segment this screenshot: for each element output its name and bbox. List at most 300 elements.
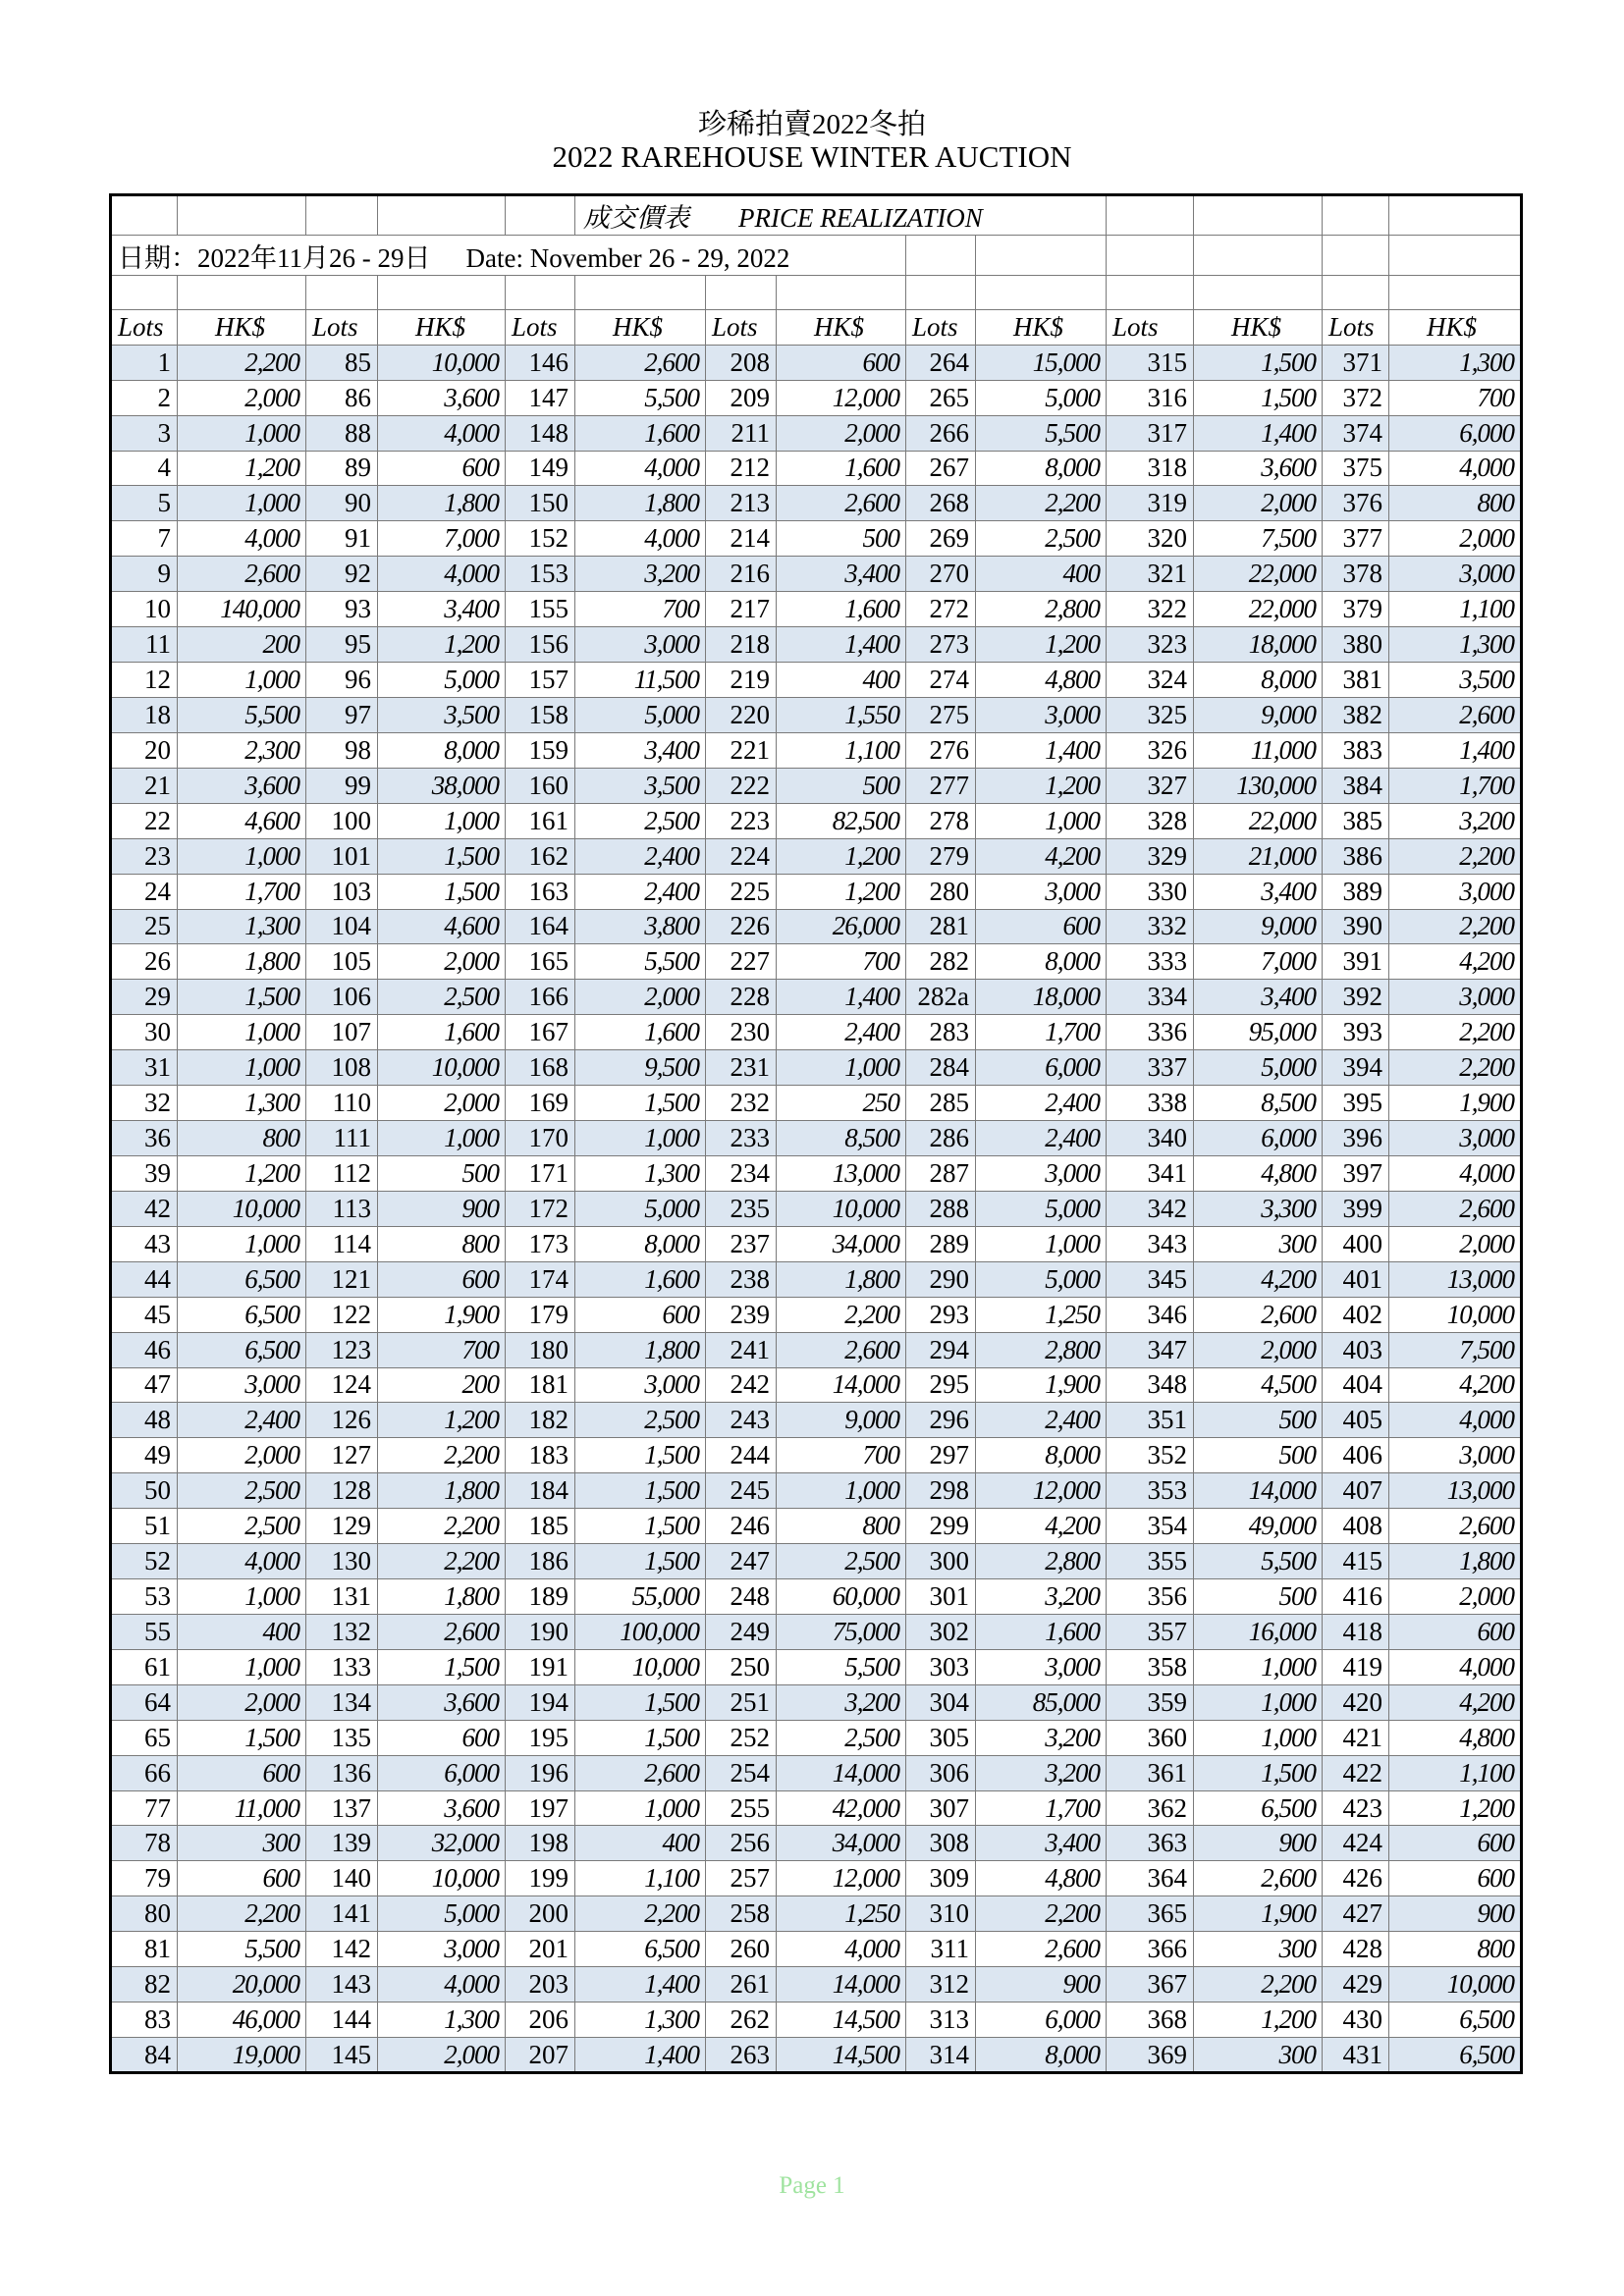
- price-cell: 5,000: [575, 1191, 706, 1226]
- price-cell: 1,800: [575, 1332, 706, 1367]
- empty-cell: [506, 195, 575, 236]
- price-cell: 9,000: [1194, 909, 1323, 944]
- lot-number-cell: 186: [506, 1544, 575, 1579]
- lot-number-cell: 51: [111, 1509, 178, 1544]
- lot-number-cell: 104: [306, 909, 378, 944]
- price-cell: 1,800: [378, 486, 506, 521]
- lot-number-cell: 422: [1323, 1755, 1389, 1790]
- price-cell: 2,800: [976, 592, 1107, 627]
- table-row: [111, 1191, 1522, 1226]
- lot-number-cell: 219: [706, 663, 777, 698]
- price-cell: 1,500: [575, 1473, 706, 1509]
- lot-number-cell: 356: [1107, 1579, 1194, 1615]
- price-cell: 2,200: [976, 486, 1107, 521]
- price-cell: 22,000: [1194, 557, 1323, 592]
- price-cell: 4,800: [976, 663, 1107, 698]
- price-cell: 400: [575, 1826, 706, 1861]
- price-cell: 1,500: [1194, 380, 1323, 415]
- lot-number-cell: 218: [706, 627, 777, 663]
- lot-number-cell: 92: [306, 557, 378, 592]
- lot-number-cell: 361: [1107, 1755, 1194, 1790]
- lot-number-cell: 408: [1323, 1509, 1389, 1544]
- table-row: [111, 627, 1522, 663]
- price-cell: 1,250: [976, 1297, 1107, 1332]
- price-cell: 1,600: [378, 1015, 506, 1050]
- empty-cell: [1389, 195, 1522, 236]
- price-cell: 500: [1194, 1438, 1323, 1473]
- empty-cell: [906, 236, 976, 275]
- lot-number-cell: 121: [306, 1261, 378, 1297]
- price-cell: 2,200: [575, 1896, 706, 1932]
- lot-number-cell: 369: [1107, 2038, 1194, 2073]
- lot-number-cell: 238: [706, 1261, 777, 1297]
- lot-number-cell: 21: [111, 768, 178, 803]
- price-cell: 1,500: [1194, 1755, 1323, 1790]
- price-cell: 6,000: [378, 1755, 506, 1790]
- lot-number-cell: 133: [306, 1649, 378, 1684]
- price-cell: 1,300: [178, 1086, 306, 1121]
- lot-number-cell: 130: [306, 1544, 378, 1579]
- price-cell: 1,900: [976, 1367, 1107, 1403]
- price-cell: 3,500: [575, 768, 706, 803]
- lot-number-cell: 338: [1107, 1086, 1194, 1121]
- price-cell: 1,700: [1389, 768, 1522, 803]
- price-cell: 4,000: [378, 415, 506, 451]
- price-cell: 2,200: [178, 345, 306, 380]
- price-cell: 2,200: [378, 1509, 506, 1544]
- lot-number-cell: 140: [306, 1861, 378, 1896]
- price-cell: 26,000: [777, 909, 906, 944]
- lot-number-cell: 323: [1107, 627, 1194, 663]
- price-cell: 2,400: [575, 874, 706, 909]
- price-cell: 1,000: [178, 1226, 306, 1261]
- lot-number-cell: 430: [1323, 2002, 1389, 2038]
- table-row: [111, 486, 1522, 521]
- lot-number-cell: 161: [506, 803, 575, 838]
- lot-number-cell: 405: [1323, 1403, 1389, 1438]
- price-cell: 3,000: [1389, 874, 1522, 909]
- lot-number-cell: 100: [306, 803, 378, 838]
- spacer-row: [111, 275, 1522, 309]
- lot-number-cell: 393: [1323, 1015, 1389, 1050]
- empty-cell: [1389, 275, 1522, 309]
- lot-number-cell: 122: [306, 1297, 378, 1332]
- lot-number-cell: 399: [1323, 1191, 1389, 1226]
- lot-number-cell: 170: [506, 1121, 575, 1156]
- price-cell: 4,000: [1389, 1403, 1522, 1438]
- price-cell: 3,400: [575, 732, 706, 768]
- lot-number-cell: 5: [111, 486, 178, 521]
- table-row: [111, 1684, 1522, 1720]
- lot-number-cell: 85: [306, 345, 378, 380]
- price-cell: 8,000: [1194, 663, 1323, 698]
- lot-number-cell: 24: [111, 874, 178, 909]
- lot-number-cell: 171: [506, 1155, 575, 1191]
- lot-number-cell: 322: [1107, 592, 1194, 627]
- price-cell: 2,000: [1389, 1226, 1522, 1261]
- column-header-price: HK$: [1194, 310, 1323, 345]
- lot-number-cell: 309: [906, 1861, 976, 1896]
- price-cell: 42,000: [777, 1790, 906, 1826]
- price-cell: 2,600: [575, 1755, 706, 1790]
- price-cell: 3,000: [976, 1649, 1107, 1684]
- lot-number-cell: 20: [111, 732, 178, 768]
- lot-number-cell: 319: [1107, 486, 1194, 521]
- lot-number-cell: 379: [1323, 592, 1389, 627]
- price-cell: 1,000: [976, 1226, 1107, 1261]
- price-cell: 2,600: [1194, 1297, 1323, 1332]
- price-cell: 8,500: [777, 1121, 906, 1156]
- empty-cell: [1323, 195, 1389, 236]
- lot-number-cell: 213: [706, 486, 777, 521]
- lot-number-cell: 280: [906, 874, 976, 909]
- price-cell: 1,600: [777, 592, 906, 627]
- lot-number-cell: 190: [506, 1614, 575, 1649]
- price-cell: 82,500: [777, 803, 906, 838]
- lot-number-cell: 222: [706, 768, 777, 803]
- price-cell: 2,200: [378, 1438, 506, 1473]
- lot-number-cell: 406: [1323, 1438, 1389, 1473]
- price-cell: 1,700: [178, 874, 306, 909]
- lot-number-cell: 402: [1323, 1297, 1389, 1332]
- price-cell: 10,000: [575, 1649, 706, 1684]
- column-header-lots: Lots: [111, 310, 178, 345]
- price-cell: 1,300: [1389, 627, 1522, 663]
- price-cell: 1,100: [1389, 1755, 1522, 1790]
- price-cell: 9,500: [575, 1050, 706, 1086]
- empty-cell: [111, 195, 178, 236]
- lot-number-cell: 155: [506, 592, 575, 627]
- price-cell: 400: [178, 1614, 306, 1649]
- lot-number-cell: 347: [1107, 1332, 1194, 1367]
- price-cell: 2,500: [976, 521, 1107, 557]
- lot-number-cell: 113: [306, 1191, 378, 1226]
- lot-number-cell: 294: [906, 1332, 976, 1367]
- lot-number-cell: 208: [706, 345, 777, 380]
- column-header-row: [111, 310, 1522, 345]
- lot-number-cell: 424: [1323, 1826, 1389, 1861]
- price-cell: 2,400: [178, 1403, 306, 1438]
- price-cell: 600: [378, 1261, 506, 1297]
- price-cell: 1,000: [1194, 1649, 1323, 1684]
- lot-number-cell: 131: [306, 1579, 378, 1615]
- lot-number-cell: 371: [1323, 345, 1389, 380]
- price-cell: 3,300: [1194, 1191, 1323, 1226]
- lot-number-cell: 251: [706, 1684, 777, 1720]
- lot-number-cell: 12: [111, 663, 178, 698]
- price-cell: 1,100: [575, 1861, 706, 1896]
- price-cell: 1,800: [378, 1473, 506, 1509]
- price-cell: 5,000: [378, 1896, 506, 1932]
- price-cell: 600: [1389, 1861, 1522, 1896]
- lot-number-cell: 134: [306, 1684, 378, 1720]
- lot-number-cell: 278: [906, 803, 976, 838]
- lot-number-cell: 428: [1323, 1932, 1389, 1967]
- empty-cell: [1107, 195, 1194, 236]
- lot-number-cell: 308: [906, 1826, 976, 1861]
- lot-number-cell: 275: [906, 697, 976, 732]
- lot-number-cell: 304: [906, 1684, 976, 1720]
- lot-number-cell: 166: [506, 980, 575, 1015]
- empty-cell: [575, 275, 706, 309]
- lot-number-cell: 312: [906, 1967, 976, 2002]
- price-cell: 8,000: [976, 1438, 1107, 1473]
- lot-number-cell: 416: [1323, 1579, 1389, 1615]
- price-cell: 1,500: [178, 980, 306, 1015]
- price-cell: 5,000: [976, 380, 1107, 415]
- lot-number-cell: 302: [906, 1614, 976, 1649]
- lot-number-cell: 383: [1323, 732, 1389, 768]
- empty-cell: [976, 236, 1107, 275]
- lot-number-cell: 84: [111, 2038, 178, 2073]
- lot-number-cell: 378: [1323, 557, 1389, 592]
- price-cell: 5,500: [575, 380, 706, 415]
- price-cell: 1,500: [575, 1438, 706, 1473]
- lot-number-cell: 246: [706, 1509, 777, 1544]
- lot-number-cell: 99: [306, 768, 378, 803]
- lot-number-cell: 79: [111, 1861, 178, 1896]
- price-cell: 1,300: [178, 909, 306, 944]
- price-cell: 3,000: [1389, 1121, 1522, 1156]
- lot-number-cell: 364: [1107, 1861, 1194, 1896]
- price-cell: 7,000: [1194, 944, 1323, 980]
- lot-number-cell: 282a: [906, 980, 976, 1015]
- price-cell: 1,300: [378, 2002, 506, 2038]
- lot-number-cell: 343: [1107, 1226, 1194, 1261]
- price-cell: 4,000: [178, 1544, 306, 1579]
- lot-number-cell: 195: [506, 1720, 575, 1755]
- price-cell: 1,200: [1389, 1790, 1522, 1826]
- table-heading-english: PRICE REALIZATION: [738, 203, 983, 234]
- lot-number-cell: 10: [111, 592, 178, 627]
- lot-number-cell: 325: [1107, 697, 1194, 732]
- empty-cell: [1194, 195, 1323, 236]
- lot-number-cell: 226: [706, 909, 777, 944]
- price-cell: 2,000: [1389, 521, 1522, 557]
- price-cell: 3,200: [575, 557, 706, 592]
- lot-number-cell: 77: [111, 1790, 178, 1826]
- lot-number-cell: 146: [506, 345, 575, 380]
- lot-number-cell: 110: [306, 1086, 378, 1121]
- lot-number-cell: 2: [111, 380, 178, 415]
- price-cell: 34,000: [777, 1826, 906, 1861]
- price-cell: 3,600: [378, 1790, 506, 1826]
- lot-number-cell: 348: [1107, 1367, 1194, 1403]
- lot-number-cell: 89: [306, 451, 378, 486]
- price-cell: 95,000: [1194, 1015, 1323, 1050]
- lot-number-cell: 244: [706, 1438, 777, 1473]
- lot-number-cell: 43: [111, 1226, 178, 1261]
- lot-number-cell: 145: [306, 2038, 378, 2073]
- lot-number-cell: 381: [1323, 663, 1389, 698]
- lot-number-cell: 18: [111, 697, 178, 732]
- column-header-price: HK$: [575, 310, 706, 345]
- price-cell: 1,500: [575, 1684, 706, 1720]
- price-cell: 1,000: [178, 1649, 306, 1684]
- lot-number-cell: 88: [306, 415, 378, 451]
- price-cell: 75,000: [777, 1614, 906, 1649]
- lot-number-cell: 230: [706, 1015, 777, 1050]
- empty-cell: [506, 275, 575, 309]
- price-cell: 130,000: [1194, 768, 1323, 803]
- price-cell: 2,000: [178, 380, 306, 415]
- table-heading-chinese: 成交價表: [583, 203, 689, 234]
- price-cell: 1,300: [1389, 345, 1522, 380]
- price-cell: 60,000: [777, 1579, 906, 1615]
- price-cell: 600: [1389, 1614, 1522, 1649]
- lot-number-cell: 234: [706, 1155, 777, 1191]
- price-cell: 1,000: [378, 1121, 506, 1156]
- lot-number-cell: 254: [706, 1755, 777, 1790]
- price-cell: 4,000: [777, 1932, 906, 1967]
- price-cell: 200: [178, 627, 306, 663]
- lot-number-cell: 394: [1323, 1050, 1389, 1086]
- price-cell: 600: [1389, 1826, 1522, 1861]
- price-cell: 600: [976, 909, 1107, 944]
- price-cell: 5,000: [976, 1191, 1107, 1226]
- lot-number-cell: 44: [111, 1261, 178, 1297]
- table-row: [111, 1050, 1522, 1086]
- column-header-lots: Lots: [906, 310, 976, 345]
- price-cell: 2,000: [1194, 486, 1323, 521]
- lot-number-cell: 203: [506, 1967, 575, 2002]
- price-cell: 1,100: [1389, 592, 1522, 627]
- lot-number-cell: 272: [906, 592, 976, 627]
- lot-number-cell: 247: [706, 1544, 777, 1579]
- lot-number-cell: 324: [1107, 663, 1194, 698]
- lot-number-cell: 189: [506, 1579, 575, 1615]
- price-cell: 1,200: [777, 838, 906, 874]
- price-cell: 1,200: [178, 451, 306, 486]
- price-cell: 2,800: [976, 1544, 1107, 1579]
- price-cell: 2,300: [178, 732, 306, 768]
- price-cell: 1,400: [1389, 732, 1522, 768]
- lot-number-cell: 284: [906, 1050, 976, 1086]
- price-cell: 10,000: [1389, 1967, 1522, 2002]
- lot-number-cell: 127: [306, 1438, 378, 1473]
- table-row: [111, 345, 1522, 380]
- price-cell: 800: [777, 1509, 906, 1544]
- lot-number-cell: 290: [906, 1261, 976, 1297]
- price-cell: 2,400: [976, 1086, 1107, 1121]
- lot-number-cell: 400: [1323, 1226, 1389, 1261]
- price-cell: 2,400: [777, 1015, 906, 1050]
- empty-cell: [378, 275, 506, 309]
- lot-number-cell: 273: [906, 627, 976, 663]
- lot-number-cell: 389: [1323, 874, 1389, 909]
- table-row: [111, 1826, 1522, 1861]
- lot-number-cell: 129: [306, 1509, 378, 1544]
- price-cell: 13,000: [777, 1155, 906, 1191]
- lot-number-cell: 228: [706, 980, 777, 1015]
- table-row: [111, 838, 1522, 874]
- price-cell: 6,000: [1194, 1121, 1323, 1156]
- price-cell: 2,600: [575, 345, 706, 380]
- price-cell: 1,200: [378, 627, 506, 663]
- empty-cell: [1389, 236, 1522, 275]
- price-cell: 3,500: [1389, 663, 1522, 698]
- price-cell: 2,200: [178, 1896, 306, 1932]
- table-row: [111, 697, 1522, 732]
- price-cell: 4,800: [976, 1861, 1107, 1896]
- lot-number-cell: 239: [706, 1297, 777, 1332]
- price-cell: 2,200: [1389, 1050, 1522, 1086]
- lot-number-cell: 207: [506, 2038, 575, 2073]
- lot-number-cell: 318: [1107, 451, 1194, 486]
- lot-number-cell: 181: [506, 1367, 575, 1403]
- price-cell: 1,200: [777, 874, 906, 909]
- price-cell: 1,000: [178, 838, 306, 874]
- table-row: [111, 909, 1522, 944]
- lot-number-cell: 159: [506, 732, 575, 768]
- table-row: [111, 1614, 1522, 1649]
- lot-number-cell: 191: [506, 1649, 575, 1684]
- table-row: [111, 1579, 1522, 1615]
- lot-number-cell: 286: [906, 1121, 976, 1156]
- price-cell: 300: [178, 1826, 306, 1861]
- price-cell: 3,600: [378, 380, 506, 415]
- lot-number-cell: 36: [111, 1121, 178, 1156]
- column-header-lots: Lots: [306, 310, 378, 345]
- lot-number-cell: 391: [1323, 944, 1389, 980]
- lot-number-cell: 359: [1107, 1684, 1194, 1720]
- lot-number-cell: 276: [906, 732, 976, 768]
- price-cell: 1,600: [976, 1614, 1107, 1649]
- price-cell: 49,000: [1194, 1509, 1323, 1544]
- table-row: [111, 1332, 1522, 1367]
- lot-number-cell: 362: [1107, 1790, 1194, 1826]
- lot-number-cell: 372: [1323, 380, 1389, 415]
- price-cell: 9,000: [777, 1403, 906, 1438]
- table-row: [111, 1967, 1522, 2002]
- price-cell: 2,600: [1194, 1861, 1323, 1896]
- lot-number-cell: 258: [706, 1896, 777, 1932]
- price-cell: 85,000: [976, 1684, 1107, 1720]
- lot-number-cell: 47: [111, 1367, 178, 1403]
- lot-number-cell: 216: [706, 557, 777, 592]
- lot-number-cell: 303: [906, 1649, 976, 1684]
- price-realization-table: [109, 193, 1523, 2074]
- price-cell: 1,000: [575, 1121, 706, 1156]
- lot-number-cell: 277: [906, 768, 976, 803]
- price-cell: 1,800: [178, 944, 306, 980]
- lot-number-cell: 407: [1323, 1473, 1389, 1509]
- price-cell: 1,600: [575, 1015, 706, 1050]
- lot-number-cell: 237: [706, 1226, 777, 1261]
- price-cell: 12,000: [777, 380, 906, 415]
- table-body: [111, 195, 1522, 2073]
- price-cell: 1,400: [976, 732, 1107, 768]
- price-cell: 19,000: [178, 2038, 306, 2073]
- lot-number-cell: 262: [706, 2002, 777, 2038]
- column-header-lots: Lots: [1107, 310, 1194, 345]
- lot-number-cell: 328: [1107, 803, 1194, 838]
- price-cell: 1,250: [777, 1896, 906, 1932]
- date-row: [111, 236, 1522, 275]
- price-cell: 1,800: [575, 486, 706, 521]
- price-cell: 800: [378, 1226, 506, 1261]
- lot-number-cell: 252: [706, 1720, 777, 1755]
- lot-number-cell: 419: [1323, 1649, 1389, 1684]
- lot-number-cell: 426: [1323, 1861, 1389, 1896]
- price-cell: 4,800: [1389, 1720, 1522, 1755]
- price-cell: 4,200: [976, 838, 1107, 874]
- column-header-price: HK$: [976, 310, 1107, 345]
- price-cell: 11,000: [1194, 732, 1323, 768]
- price-cell: 140,000: [178, 592, 306, 627]
- lot-number-cell: 211: [706, 415, 777, 451]
- lot-number-cell: 82: [111, 1967, 178, 2002]
